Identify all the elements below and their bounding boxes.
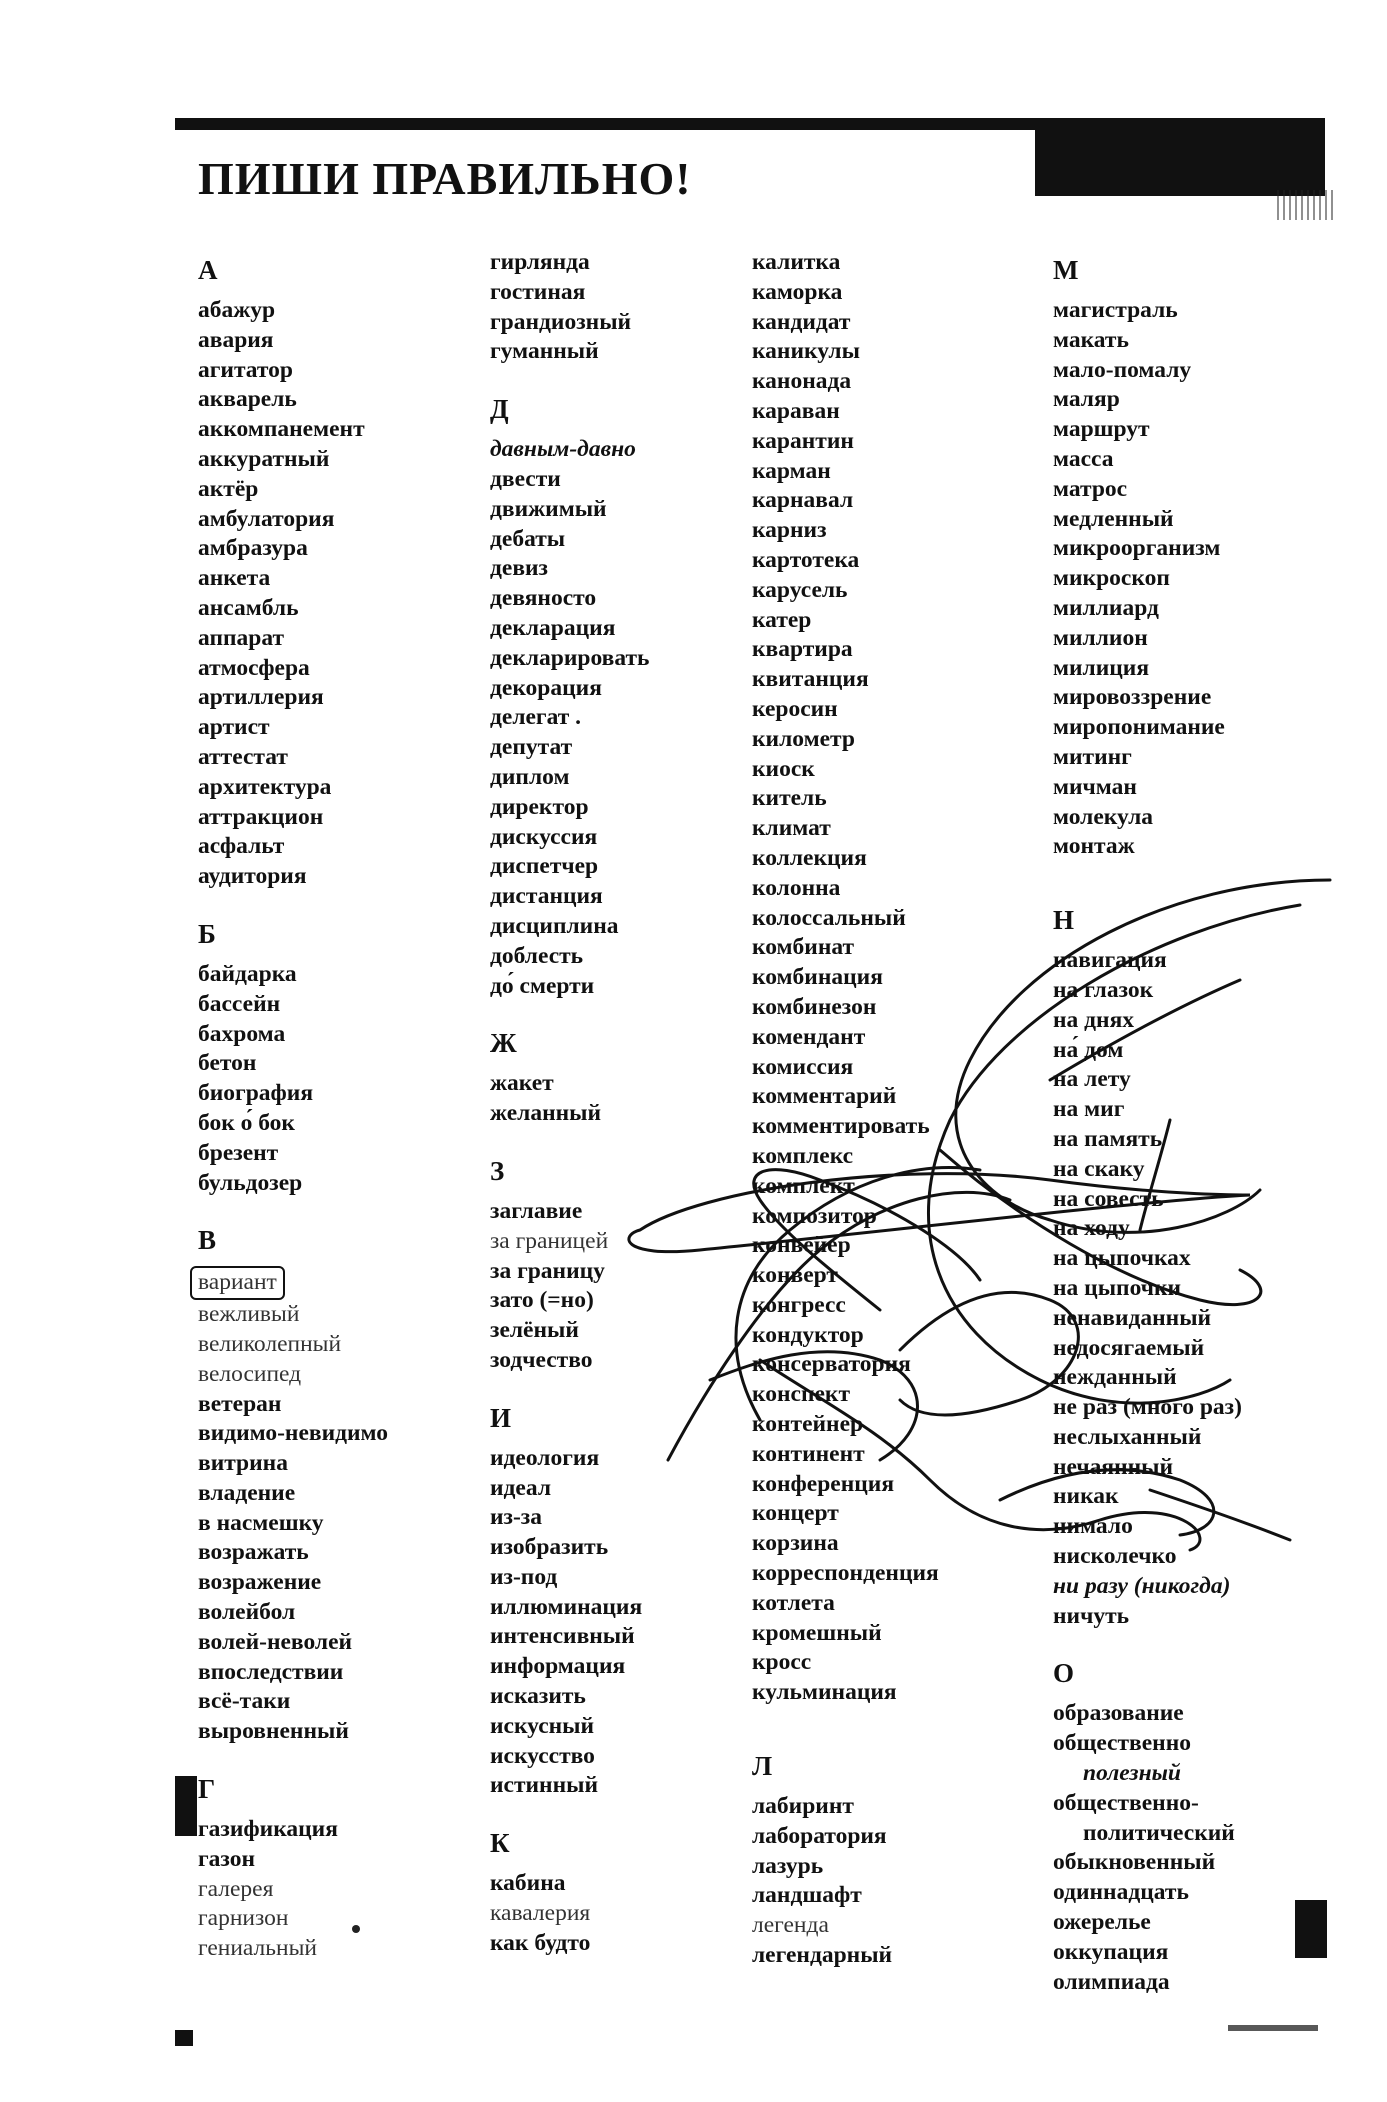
word: двести: [490, 465, 561, 492]
section-letter: Д: [490, 394, 509, 425]
word: колоссальный: [752, 904, 906, 931]
word: маляр: [1053, 386, 1120, 413]
word: в насмешку: [198, 1509, 324, 1536]
word: выровненный: [198, 1718, 349, 1745]
word: дебаты: [490, 525, 566, 552]
word: кавалерия: [490, 1900, 591, 1927]
word: возражать: [198, 1539, 309, 1566]
word: катер: [752, 606, 812, 633]
word: на цыпочках: [1053, 1245, 1191, 1272]
word: желанный: [490, 1100, 602, 1127]
word: мичман: [1053, 773, 1137, 800]
word: миллион: [1053, 624, 1148, 651]
word: караван: [752, 397, 840, 424]
word: гирлянда: [490, 249, 590, 275]
word: архитектура: [198, 773, 332, 800]
word: как будто: [490, 1929, 591, 1956]
word: на днях: [1053, 1006, 1135, 1033]
word: ничуть: [1053, 1602, 1130, 1629]
word: не раз (много раз): [1053, 1394, 1242, 1421]
word: комбинация: [752, 964, 883, 991]
word: из-за: [490, 1504, 543, 1531]
word: медленный: [1053, 505, 1174, 532]
word: до́ смерти: [490, 972, 595, 999]
word: комплекс: [752, 1142, 854, 1169]
word: амбразура: [198, 535, 308, 562]
section-letter: К: [490, 1828, 510, 1859]
word: делегат .: [490, 704, 582, 731]
word: ансамбль: [198, 594, 299, 621]
word: зато (=но): [490, 1287, 594, 1314]
word: байдарка: [198, 960, 297, 987]
word: концерт: [752, 1500, 839, 1527]
word: акварель: [198, 386, 297, 413]
word: недосягаемый: [1053, 1334, 1205, 1361]
word: аттестат: [198, 743, 288, 770]
word: нежданный: [1053, 1364, 1177, 1391]
word: картотека: [752, 546, 860, 573]
word: одиннадцать: [1053, 1879, 1189, 1906]
word: впоследствии: [198, 1658, 344, 1685]
word: декларировать: [490, 644, 650, 671]
word: кромешный: [752, 1619, 882, 1646]
word: кандидат: [752, 308, 851, 335]
word: километр: [752, 725, 855, 752]
word: брезент: [198, 1139, 279, 1166]
circled-word: вариант: [190, 1266, 285, 1300]
word: велосипед: [198, 1360, 302, 1387]
word: искусство: [490, 1742, 595, 1769]
word: общественно: [1053, 1730, 1191, 1757]
word: микроорганизм: [1053, 535, 1221, 562]
word: директор: [490, 793, 589, 820]
word: волейбол: [198, 1599, 296, 1626]
word: микроскоп: [1053, 565, 1170, 592]
word: котлета: [752, 1589, 835, 1616]
word: миллиард: [1053, 594, 1159, 621]
word: артиллерия: [198, 684, 324, 711]
word: из-под: [490, 1563, 558, 1590]
word: квартира: [752, 636, 853, 663]
word: навигация: [1053, 947, 1167, 974]
word: вежливый: [198, 1301, 300, 1328]
word: карниз: [752, 517, 827, 544]
word: климат: [752, 815, 831, 842]
word: на миг: [1053, 1096, 1125, 1123]
word: лазурь: [752, 1852, 824, 1879]
word: бульдозер: [198, 1169, 303, 1196]
word: бетон: [198, 1050, 257, 1077]
word: квитанция: [752, 666, 869, 693]
word: митинг: [1053, 743, 1132, 770]
word: консерватория: [752, 1351, 911, 1378]
section-letter: А: [198, 255, 218, 285]
word: изобразить: [490, 1534, 609, 1561]
word: матрос: [1053, 475, 1128, 502]
word: искусный: [490, 1712, 595, 1739]
word: лаборатория: [752, 1822, 887, 1849]
word: бассейн: [198, 990, 281, 1017]
word: девиз: [490, 555, 548, 582]
word: давным-давно: [490, 436, 636, 463]
word: ландшафт: [752, 1882, 862, 1909]
word: депутат: [490, 734, 573, 761]
word: корзина: [752, 1530, 839, 1557]
word: владение: [198, 1479, 296, 1506]
word: декорация: [490, 674, 602, 701]
word: китель: [752, 785, 827, 812]
word: комиссия: [752, 1053, 854, 1080]
word: на лету: [1053, 1066, 1131, 1093]
page-title: ПИШИ ПРАВИЛЬНО!: [198, 153, 692, 204]
word: комментарий: [752, 1083, 897, 1110]
word: континент: [752, 1440, 865, 1467]
word: ненавиданный: [1053, 1304, 1212, 1331]
word: политический: [1083, 1819, 1235, 1846]
section-letter: Ж: [490, 1028, 517, 1059]
word: легендарный: [752, 1942, 893, 1969]
word: асфальт: [198, 833, 285, 860]
word: каникулы: [752, 338, 860, 365]
section-letter: З: [490, 1155, 505, 1186]
word: карман: [752, 457, 831, 484]
word: идеал: [490, 1474, 551, 1501]
word: мировоззрение: [1053, 684, 1212, 711]
word: информация: [490, 1653, 626, 1680]
word: образование: [1053, 1700, 1184, 1727]
word: конверт: [752, 1262, 838, 1289]
word: ни разу (никогда): [1053, 1572, 1231, 1599]
word: аттракцион: [198, 803, 324, 830]
word: керосин: [752, 695, 838, 722]
word: макать: [1053, 326, 1129, 353]
word: исказить: [490, 1683, 586, 1710]
word: каморка: [752, 278, 843, 305]
word: кабина: [490, 1870, 566, 1897]
word: бок о́ бок: [198, 1109, 295, 1136]
word: агитатор: [198, 356, 293, 383]
word: комбинезон: [752, 993, 877, 1020]
word: комендант: [752, 1023, 866, 1050]
word: молекула: [1053, 803, 1154, 830]
word: декларация: [490, 614, 616, 641]
word: гуманный: [490, 338, 599, 365]
word: карнавал: [752, 487, 854, 514]
word: дискуссия: [490, 823, 598, 850]
word: амбулатория: [198, 505, 335, 532]
word: за границу: [490, 1257, 605, 1284]
word: кондуктор: [752, 1321, 864, 1348]
word: актёр: [198, 475, 259, 502]
word: легенда: [752, 1912, 829, 1939]
word: на цыпочки: [1053, 1274, 1182, 1301]
section-letter: М: [1053, 255, 1079, 285]
section-letter: Л: [752, 1751, 773, 1782]
word: грандиозный: [490, 308, 632, 335]
word: конгресс: [752, 1291, 846, 1318]
word: иллюминация: [490, 1593, 643, 1620]
word: витрина: [198, 1450, 288, 1477]
word: кросс: [752, 1649, 812, 1676]
scribble-strokes: [629, 880, 1330, 1550]
word: заглавие: [490, 1197, 583, 1224]
word: оккупация: [1053, 1938, 1169, 1965]
word: комбинат: [752, 934, 855, 961]
word: на совесть: [1053, 1185, 1164, 1212]
word: комплект: [752, 1172, 855, 1199]
word: масса: [1053, 445, 1114, 472]
word: аудитория: [198, 863, 307, 890]
word: абажур: [198, 297, 276, 323]
word: дистанция: [490, 883, 603, 910]
word: композитор: [752, 1202, 877, 1229]
word: обыкновенный: [1053, 1849, 1216, 1876]
word: неслыханный: [1053, 1423, 1202, 1450]
word: нечаянный: [1053, 1453, 1174, 1480]
word: биография: [198, 1080, 314, 1107]
word: всё-таки: [198, 1688, 291, 1715]
word: на́ дом: [1053, 1036, 1124, 1063]
word: девяносто: [490, 585, 597, 612]
word: интенсивный: [490, 1623, 635, 1650]
word: на ходу: [1053, 1215, 1130, 1242]
word: видимо-невидимо: [198, 1420, 389, 1447]
word: зодчество: [490, 1346, 593, 1373]
word: дисциплина: [490, 912, 619, 939]
word: милиция: [1053, 654, 1150, 681]
word: гарнизон: [198, 1905, 289, 1932]
word: зелёный: [490, 1317, 579, 1344]
section-letter: О: [1053, 1658, 1075, 1689]
word: контейнер: [752, 1411, 864, 1438]
word: атмосфера: [198, 654, 310, 681]
word: конференция: [752, 1470, 895, 1497]
word: бахрома: [198, 1020, 286, 1047]
section-letter: Г: [198, 1774, 216, 1805]
word: аккуратный: [198, 445, 330, 472]
word: канонада: [752, 368, 852, 395]
word: артист: [198, 714, 270, 741]
section-letter: В: [198, 1225, 217, 1256]
word: газон: [198, 1845, 256, 1872]
word: волей-неволей: [198, 1628, 353, 1655]
word: колонна: [752, 874, 841, 901]
word: на глазок: [1053, 976, 1154, 1003]
word: возражение: [198, 1569, 322, 1596]
word: аппарат: [198, 624, 285, 651]
word: общественно-: [1053, 1789, 1199, 1816]
word: никак: [1053, 1483, 1119, 1510]
word: анкета: [198, 565, 271, 592]
word: корреспонденция: [752, 1560, 939, 1587]
word: конспект: [752, 1381, 851, 1408]
word: за границей: [490, 1227, 609, 1254]
word: ветеран: [198, 1390, 282, 1417]
word: газификация: [198, 1816, 338, 1843]
word: жакет: [490, 1070, 554, 1097]
word: олимпиада: [1053, 1968, 1170, 1995]
section-letter: И: [490, 1402, 512, 1433]
word: коллекция: [752, 844, 867, 871]
word: монтаж: [1053, 833, 1135, 860]
word: галерея: [198, 1875, 274, 1902]
word: движимый: [490, 495, 607, 522]
word: карусель: [752, 576, 848, 603]
word: полезный: [1083, 1760, 1182, 1787]
word: ожерелье: [1053, 1909, 1151, 1936]
word: мало-помалу: [1053, 356, 1192, 383]
word: диспетчер: [490, 853, 599, 880]
word: истинный: [490, 1772, 599, 1799]
word: гениальный: [198, 1935, 317, 1962]
word: карантин: [752, 427, 854, 454]
word: аккомпанемент: [198, 416, 365, 443]
section-letter: Н: [1053, 905, 1075, 936]
word: магистраль: [1053, 297, 1178, 323]
word: на память: [1053, 1125, 1163, 1152]
word: лабиринт: [752, 1793, 854, 1820]
word: нисколечко: [1053, 1543, 1177, 1570]
word: кульминация: [752, 1679, 897, 1706]
section-letter: Б: [198, 918, 216, 949]
word: диплом: [490, 763, 570, 790]
word: киоск: [752, 755, 815, 782]
word: комментировать: [752, 1113, 930, 1140]
word: авария: [198, 326, 274, 353]
word: гостиная: [490, 278, 586, 305]
word: конвейер: [752, 1232, 851, 1259]
word: маршрут: [1053, 416, 1150, 443]
word: нимало: [1053, 1513, 1133, 1540]
word: калитка: [752, 249, 841, 275]
word: миропонимание: [1053, 714, 1225, 741]
word: на скаку: [1053, 1155, 1145, 1182]
word: великолепный: [198, 1330, 342, 1357]
word: доблесть: [490, 942, 584, 969]
word: идеология: [490, 1444, 600, 1471]
